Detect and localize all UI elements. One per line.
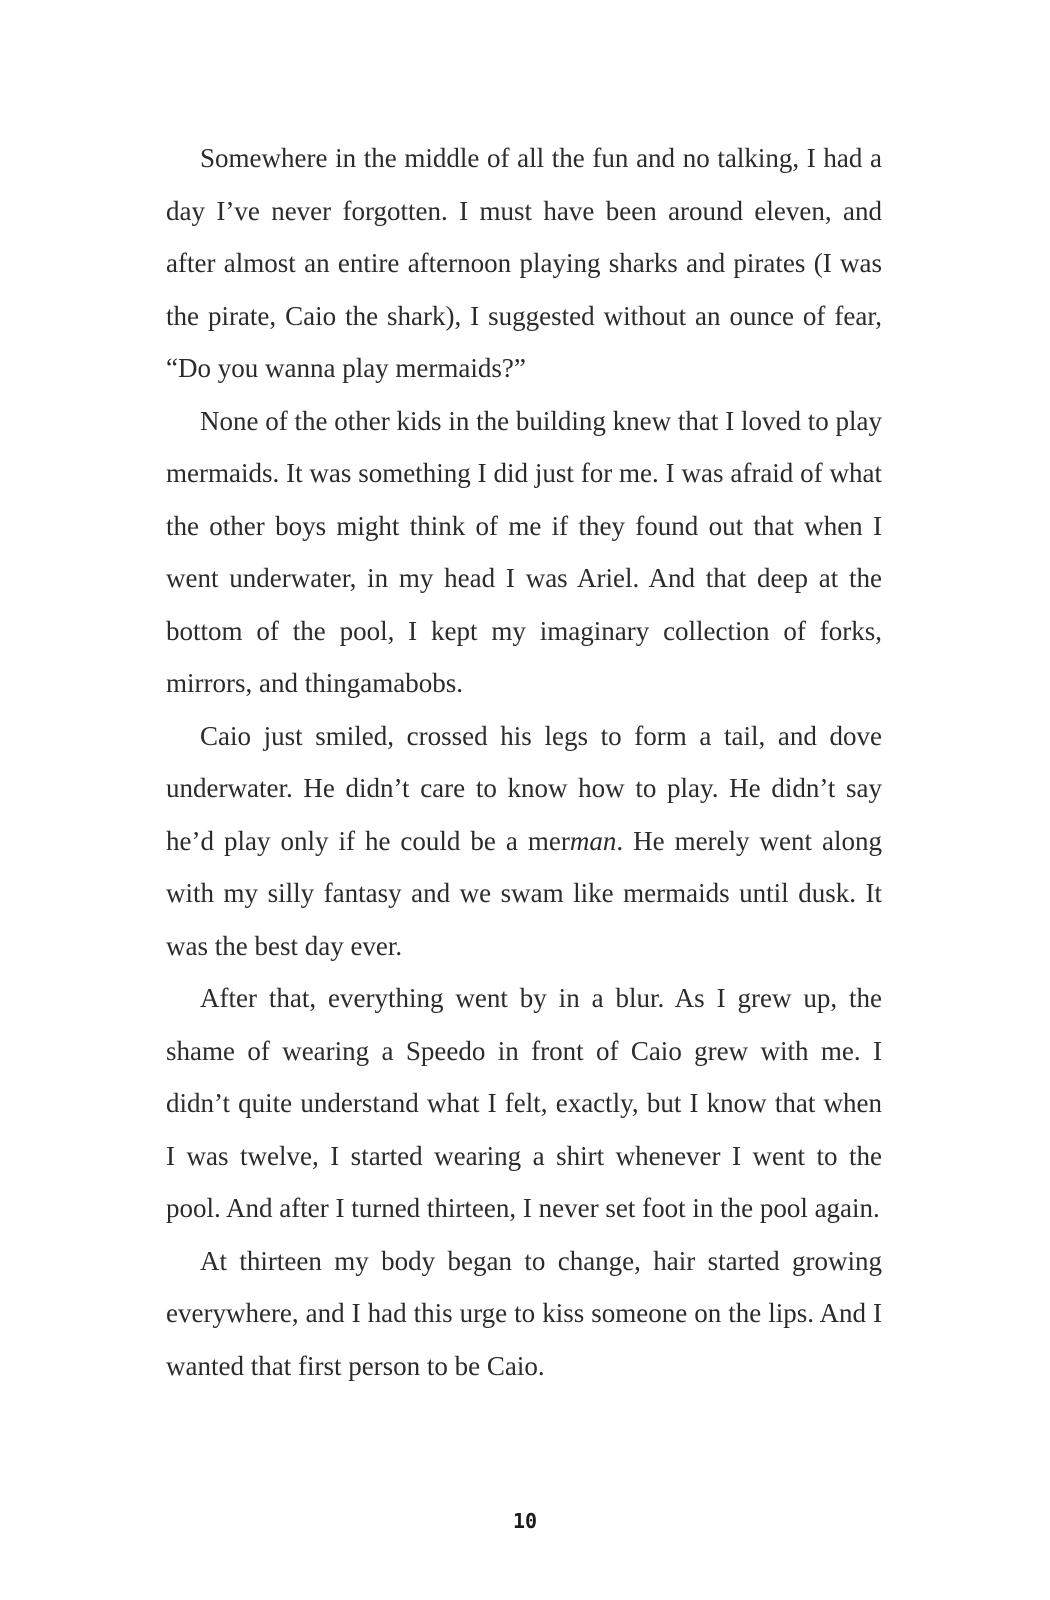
paragraph-2: None of the other kids in the building knew that I loved to play mermaids. It was something I did just for me. I was afraid of what the other boys might think of me if they found out that when I went underwater, in my head I was Ariel. And that deep at the bottom of the pool, I kept my imaginary collection of forks, mirrors, and thingamabobs. (166, 405, 882, 698)
paragraph-4: After that, everything went by in a blur. As I grew up, the shame of wearing a Speedo in front of Caio grew with me. I didn’t quite understand what I felt, exactly, but I know that when I was twelve, I started wearing a shirt whenever I went to the pool. And after I turned thirteen, I never set foot in the pool again. (166, 983, 882, 1223)
paragraph-1: Somewhere in the middle of all the fun and no talking, I had a day I’ve never forgotten. I must have been around eleven, and after almost an entire afternoon playing sharks and pirates (I was the pirate, Caio the shark), I suggested without an ounce of fear, “Do you wanna play mermaids?” (166, 143, 882, 383)
body-text (166, 132, 882, 1392)
paragraph-3 (166, 710, 882, 973)
emphasized-word: man (569, 825, 617, 856)
paragraph-3-start: Caio just smiled, crossed his legs to form a tail, and dove underwater. He didn’t care to know how to play. He didn’t say he’d play only if he could be a mer (166, 720, 882, 856)
paragraph-5: At thirteen my body began to change, hair started growing everywhere, and I had this urge to kiss someone on the lips. And I wanted that first person to be Caio. (166, 1245, 882, 1381)
paragraph-3-end: . He merely went along with my silly fantasy and we swam like mermaids until dusk. It was the best day ever. (166, 825, 882, 961)
page-number: 10 (512, 1509, 538, 1533)
